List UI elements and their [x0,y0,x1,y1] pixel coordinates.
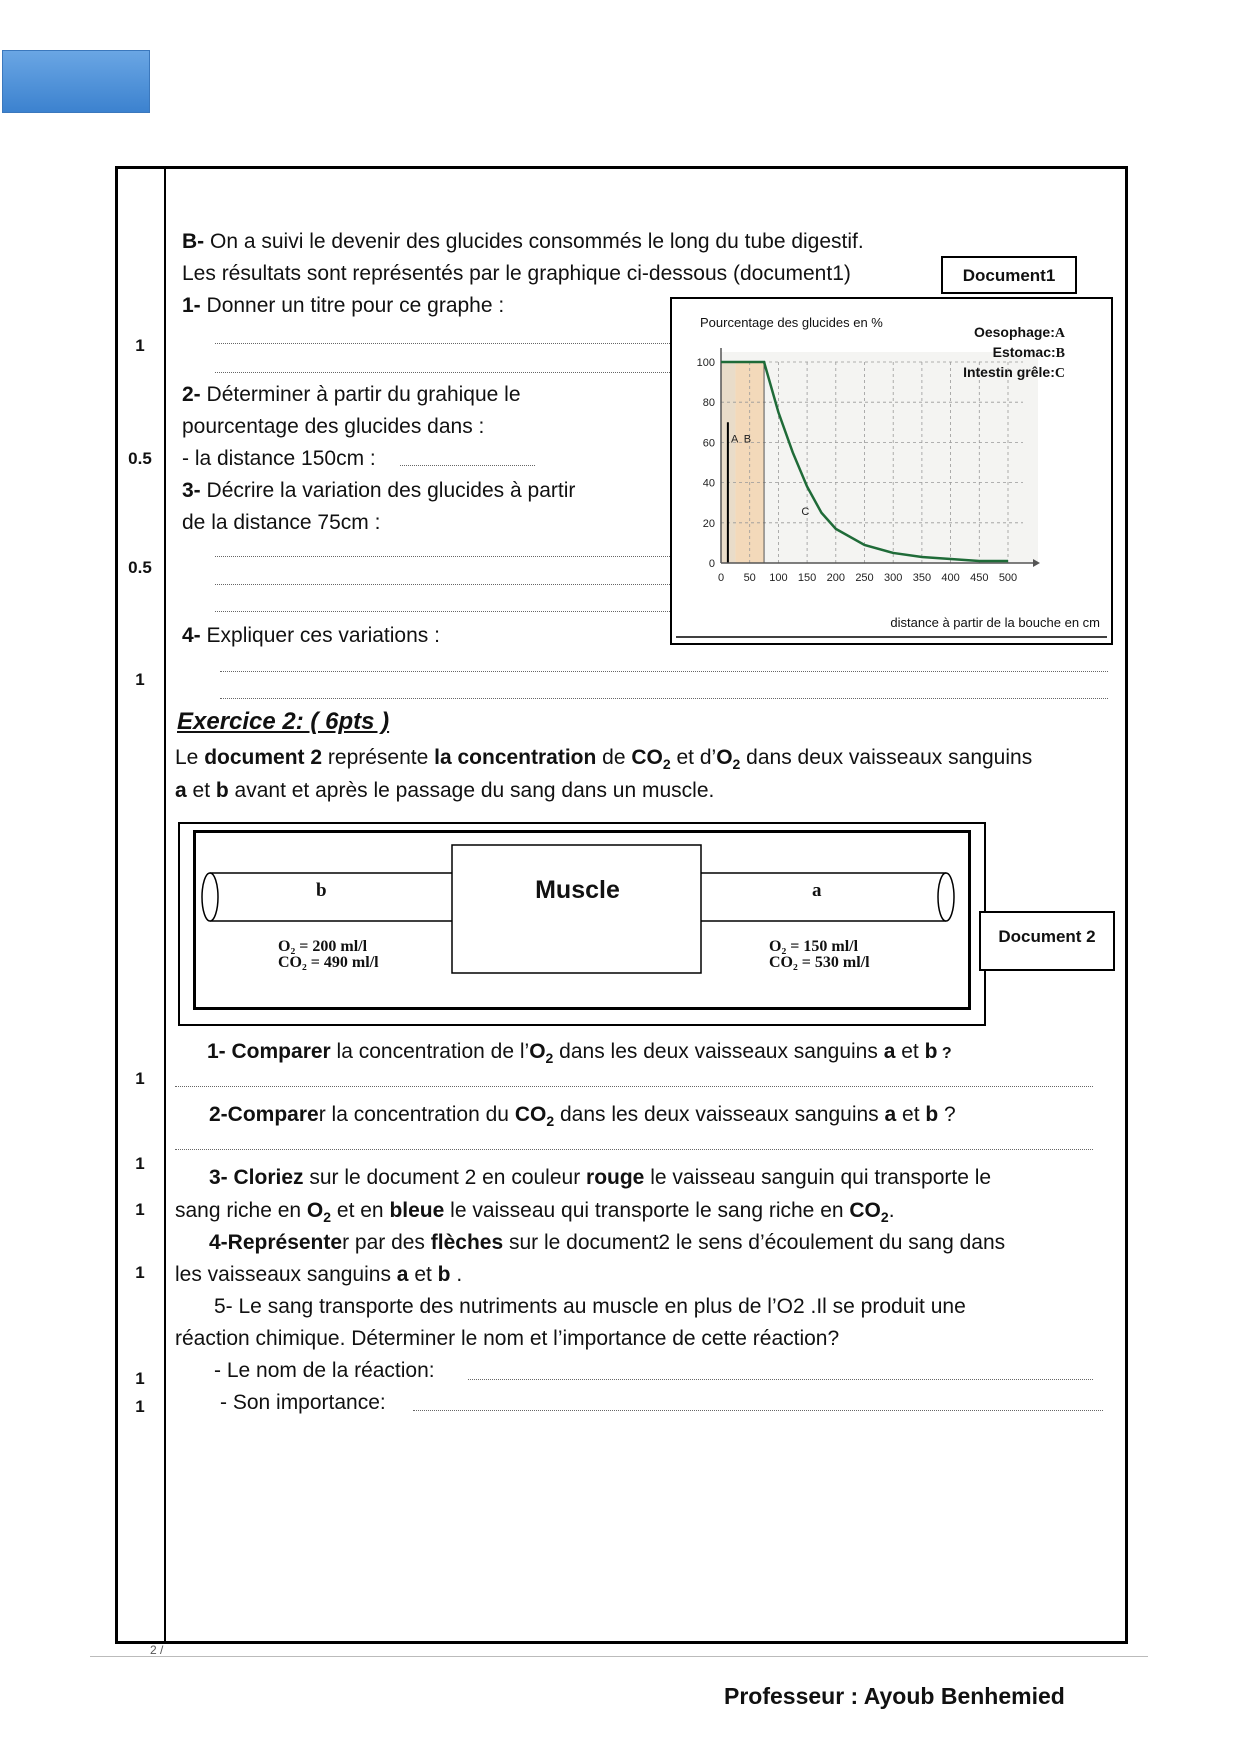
t: b [924,1040,938,1063]
ex2-q3-line1 [209,1164,991,1192]
t: O [306,1199,324,1222]
t: les vaisseaux sanguins [175,1263,397,1286]
y-tick-label: 20 [702,517,715,530]
q2-text1: Déterminer à partir du grahique le [200,383,521,406]
legend-letter: B [1055,346,1065,361]
footer-divider [90,1656,1148,1657]
part-b-q4 [182,622,440,650]
t: 2 [732,756,741,773]
answer-line[interactable] [215,611,670,612]
t: sur le document 2 en couleur [303,1166,587,1189]
y-tick-label: 40 [702,477,715,490]
ex2-q4-line2 [175,1261,462,1289]
q4-text: Expliquer ces variations : [200,624,440,647]
x-tick-label: 400 [941,572,960,584]
page-mark: 2 / [150,1643,164,1657]
part-b-q2-line1 [182,381,521,409]
vessel-a-o2: O₂ = 150 ml/l [769,938,859,955]
t: 4-Représente [209,1231,343,1254]
t: 2-Compare [209,1103,319,1126]
q4-number: 4- [182,624,201,647]
ex2-q5-line1: 5- Le sang transporte des nutriments au muscle en plus de l’O2 .Il se produit une [214,1295,966,1318]
t: Cloriez [233,1166,304,1189]
t: et [896,1103,926,1126]
ex2-q4-line1 [209,1229,1005,1257]
answer-line[interactable] [413,1410,1103,1411]
answer-line[interactable] [400,465,535,466]
region-c-letter: C [801,505,810,518]
t: représente [322,746,435,769]
t: Le [175,746,205,769]
ex2-intro-line2 [175,777,714,805]
t: a [175,779,187,802]
t: 3- [209,1166,234,1189]
t: 2 [545,1050,554,1067]
t: r la concentration du [318,1103,515,1126]
answer-line[interactable] [215,372,670,373]
vessel-a-opening[interactable] [938,873,954,921]
t: ? [937,1045,952,1062]
x-tick-label: 100 [769,572,788,584]
t: a [883,1040,896,1063]
x-tick-label: 50 [743,572,756,584]
part-b-intro1: On a suivi le devenir des glucides consommés le long du tube digestif. [204,230,864,253]
t: 2 [662,756,671,773]
professor-name: Professeur : Ayoub Benhemied [724,1683,1065,1709]
y-tick-label: 0 [708,558,715,570]
x-tick-label: 0 [717,572,725,584]
answer-line[interactable] [220,671,1108,672]
glucides-chart [672,299,1111,643]
t: CO [849,1199,881,1222]
q1-text: Donner un titre pour ce graphe : [200,294,505,317]
t: b [437,1263,451,1286]
t: flèches [430,1231,504,1254]
vessel-b-opening[interactable] [202,873,218,921]
y-tick-label: 100 [696,357,715,369]
answer-line[interactable] [220,698,1108,699]
t: 2 [323,1209,332,1226]
header-tab [2,50,150,113]
t: sang riche en [175,1199,307,1222]
t: et [408,1263,438,1286]
answer-line[interactable] [215,343,670,344]
t: bleue [389,1199,445,1222]
part-b-q2-line2: pourcentage des glucides dans : [182,415,485,438]
region-a-letter: A [731,433,739,446]
t: rouge [586,1166,645,1189]
t: et d’ [670,746,717,769]
t: et [895,1040,925,1063]
legend-label: Oesophage: [973,324,1055,340]
points-b-q1: 1 [135,336,145,355]
part-b-q1 [182,292,504,320]
y-axis-label: Pourcentage des glucides en % [700,315,883,330]
muscle-box [452,845,701,973]
answer-line[interactable] [468,1379,1093,1380]
y-tick-label: 80 [702,397,715,410]
t: 2 [546,1113,555,1130]
muscle-label: Muscle [535,876,620,904]
legend-entry [963,364,1065,381]
y-tick-label: 60 [702,437,715,450]
t: O [716,746,733,769]
t: 2 [880,1209,889,1226]
points-e2-q5b: 1 [135,1397,145,1416]
t: b [925,1103,939,1126]
t: dans deux vaisseaux sanguins [740,746,1033,769]
plot-background [721,352,1038,563]
t: la concentration de l’ [330,1040,530,1063]
t: le vaisseau qui transporte le sang riche en [444,1199,850,1222]
points-e2-q3: 1 [135,1200,145,1219]
x-axis-label: distance à partir de la bouche en cm [890,615,1100,630]
vessel-b-label[interactable]: b [316,880,327,901]
vessel-b-values [278,939,379,971]
x-tick-label: 300 [884,572,903,584]
t: de [596,746,632,769]
t: ? [938,1103,956,1126]
t: dans les deux vaisseaux sanguins [554,1103,885,1126]
x-tick-label: 200 [826,572,845,584]
ex2-intro-line1 [175,744,1032,778]
ex2-q3-line2 [175,1197,895,1231]
x-tick-label: 250 [855,572,874,584]
t: 1- [207,1040,232,1063]
t: avant et après le passage du sang dans un muscle. [228,779,715,802]
document1-chart-box [670,297,1113,645]
q2-number: 2- [182,383,201,406]
points-b-q3: 0.5 [128,558,152,577]
part-b-q3-line1 [182,477,575,505]
vessel-a-values [769,939,870,971]
region-b-letter: B [743,433,752,446]
t: . [888,1199,895,1222]
legend-label: Intestin grêle: [963,364,1055,380]
t: dans les deux vaisseaux sanguins [553,1040,884,1063]
t: et [186,779,216,802]
vessel-b-o2: O₂ = 200 ml/l [278,938,368,955]
x-tick-label: 450 [970,572,989,584]
document2-label: Document 2 [979,911,1115,971]
t: a [884,1103,897,1126]
ex2-q1 [207,1038,952,1072]
points-e2-q4: 1 [135,1263,145,1282]
points-e2-q5a: 1 [135,1369,145,1388]
t: sur le document2 le sens d’écoulement du sang dans [503,1231,1006,1254]
ex2-q2 [209,1101,956,1135]
points-e2-q1: 1 [135,1069,145,1088]
part-b-q2-line3: - la distance 150cm : [182,447,376,470]
legend-label: Estomac: [992,344,1056,360]
answer-line[interactable] [175,1149,1093,1150]
part-b-intro-line2: Les résultats sont représentés par le graphique ci-dessous (document1) [182,262,851,285]
x-tick-label: 350 [912,572,932,584]
x-tick-label: 500 [998,572,1018,584]
answer-line[interactable] [175,1086,1093,1087]
t: et en [331,1199,390,1222]
points-b-q2: 0.5 [128,449,152,468]
ex2-q5a: - Le nom de la réaction: [214,1359,435,1382]
exercise2-title: Exercice 2: ( 6pts ) [177,708,390,735]
legend-letter: A [1054,326,1065,341]
t: CO [514,1103,547,1126]
t: document 2 [204,746,323,769]
q3-number: 3- [182,479,201,502]
vessel-a-label[interactable]: a [812,880,822,901]
t: CO [631,746,663,769]
vessel-diagram [196,833,968,1007]
ex2-q5b: - Son importance: [220,1391,386,1414]
points-b-q4: 1 [135,670,145,689]
q1-number: 1- [182,294,201,317]
t: O [529,1040,546,1063]
legend-entry [974,324,1066,341]
t: a [396,1263,409,1286]
t: r par des [342,1231,431,1254]
part-b-intro-line1 [182,228,864,256]
ex2-q5-line2: réaction chimique. Déterminer le nom et l’importance de cette réaction? [175,1327,840,1350]
t: Comparer [231,1040,331,1063]
part-b-q3-line2: de la distance 75cm : [182,511,381,534]
answer-line[interactable] [215,556,670,557]
answer-line[interactable] [215,584,670,585]
legend-letter: C [1054,366,1065,381]
document1-label: Document1 [941,256,1077,294]
q3-text1: Décrire la variation des glucides à partir [200,479,576,502]
t: la concentration [434,746,597,769]
vessel-b-co2: CO₂ = 490 ml/l [278,954,379,971]
t: b [215,779,229,802]
legend-entry [993,344,1065,361]
part-b-label: B- [182,230,205,253]
t: le vaisseau sanguin qui transporte le [644,1166,992,1189]
points-e2-q2: 1 [135,1154,145,1173]
points-column-divider [164,166,166,1644]
vessel-a-co2: CO₂ = 530 ml/l [769,954,870,971]
x-tick-label: 150 [797,572,817,584]
t: . [450,1263,463,1286]
